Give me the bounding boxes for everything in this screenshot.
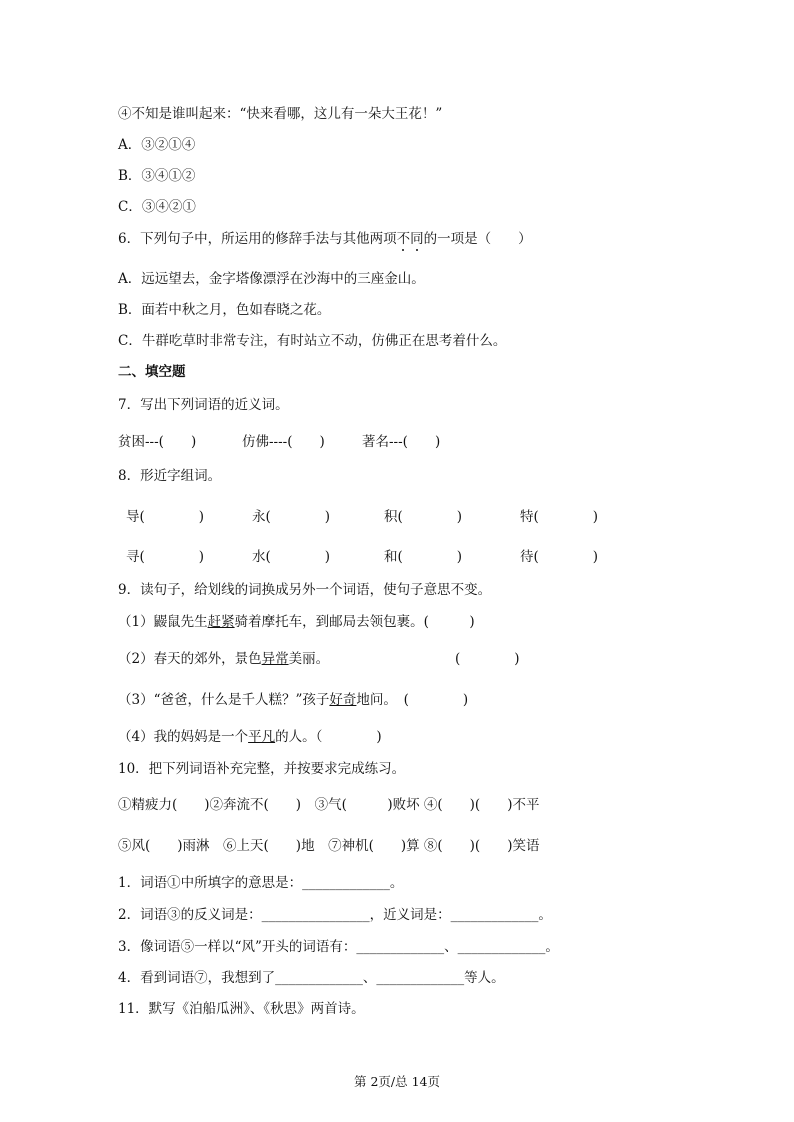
q10-words-row1: ①精疲力( )②奔流不( ) ③气( )败坏 ④( )( )不平 [118, 797, 540, 813]
q10-sub-3: 3．像词语⑤一样以“风”开头的词语有：_____________、_____________。 [118, 939, 559, 955]
q6-option-c: C．牛群吃草时非常专注，有时站立不动，仿佛正在思考着什么。 [118, 333, 507, 349]
q9-sentence-4 [118, 728, 382, 746]
q8-row1 [118, 505, 638, 525]
q9-text: （3）“爸爸，什么是千人糕？”孩子 [118, 692, 330, 708]
section-heading: 二、填空题 [118, 364, 186, 380]
q5-option-a: A．③②①④ [118, 137, 196, 153]
underlined-word: 好奇 [329, 692, 357, 708]
q8-cell: 水( ) [252, 549, 331, 565]
q9-sentence-3 [118, 691, 468, 709]
q9-text: 的人。（ ) [275, 729, 382, 745]
q5-item4: ④不知是谁叫起来：“快来看哪，这儿有一朵大王花！” [118, 106, 443, 122]
q11-stem: 11．默写《泊船瓜洲》、《秋思》两首诗。 [118, 1001, 365, 1017]
q8-cell: 导( ) [126, 509, 205, 525]
q7-word: 贫困---( ) [118, 434, 197, 450]
q6-stem [118, 230, 532, 248]
q8-stem: 8．形近字组词。 [118, 468, 222, 484]
q9-text: 美丽。 [288, 651, 330, 667]
q8-cell: 和( ) [384, 549, 463, 565]
q7-stem: 7．写出下列词语的近义词。 [118, 397, 289, 413]
q10-stem: 10．把下列词语补充完整，并按要求完成练习。 [118, 761, 406, 777]
q9-text: （1）鼹鼠先生 [118, 614, 208, 630]
underlined-word: 异常 [261, 651, 289, 667]
q8-cell: 积( ) [384, 509, 463, 525]
q9-text: （4）我的妈妈是一个 [118, 729, 249, 745]
q6-option-b: B．面若中秋之月，色如春晓之花。 [118, 302, 331, 318]
q9-text: （2）春天的郊外，景色 [118, 651, 262, 667]
q9-text: 地问。 ( ) [356, 692, 469, 708]
q9-sentence-1 [118, 613, 475, 631]
q6-option-a: A．远远望去，金字塔像漂浮在沙海中的三座金山。 [118, 271, 425, 287]
q8-cell: 永( ) [252, 509, 331, 525]
q9-text: 骑着摩托车，到邮局去领包裹。( ) [234, 614, 475, 630]
emphasis-char: 同 [410, 231, 424, 247]
q7-words [118, 430, 638, 450]
q8-cell: 寻( ) [126, 549, 205, 565]
underlined-word: 平凡 [248, 729, 276, 745]
q8-cell: 待( ) [520, 549, 599, 565]
q9-blank-2: ( ) [455, 651, 520, 667]
q9-sentence-2 [118, 650, 329, 668]
q7-word: 仿佛----( ) [242, 434, 325, 450]
q7-word: 著名---( ) [362, 434, 441, 450]
page-number: 第 2页/总 14页 [353, 1074, 441, 1089]
emphasis-char: 不 [396, 231, 411, 247]
q9-stem: 9．读句子，给划线的词换成另外一个词语，使句子意思不变。 [118, 582, 492, 598]
q10-sub-2: 2．词语③的反义词是：________________，近义词是：_____________。 [118, 907, 552, 923]
q10-sub-1: 1．词语①中所填字的意思是：_____________。 [118, 875, 404, 891]
q10-words-row2: ⑤风( )雨淋 ⑥上天( )地 ⑦神机( )算 ⑧( )( )笑语 [118, 838, 540, 854]
q6-stem-text: 6．下列句子中，所运用的修辞手法与其他两项 [118, 231, 397, 247]
underlined-word: 赶紧 [207, 614, 235, 630]
q8-row2 [118, 545, 638, 565]
q10-sub-4: 4．看到词语⑦，我想到了_____________、_____________等人。 [118, 970, 505, 986]
q6-stem-end: 的一项是（ ） [423, 231, 532, 247]
q5-option-c: C．③④②① [118, 199, 196, 215]
q5-option-b: B．③④①② [118, 168, 196, 184]
q8-cell: 特( ) [520, 509, 599, 525]
